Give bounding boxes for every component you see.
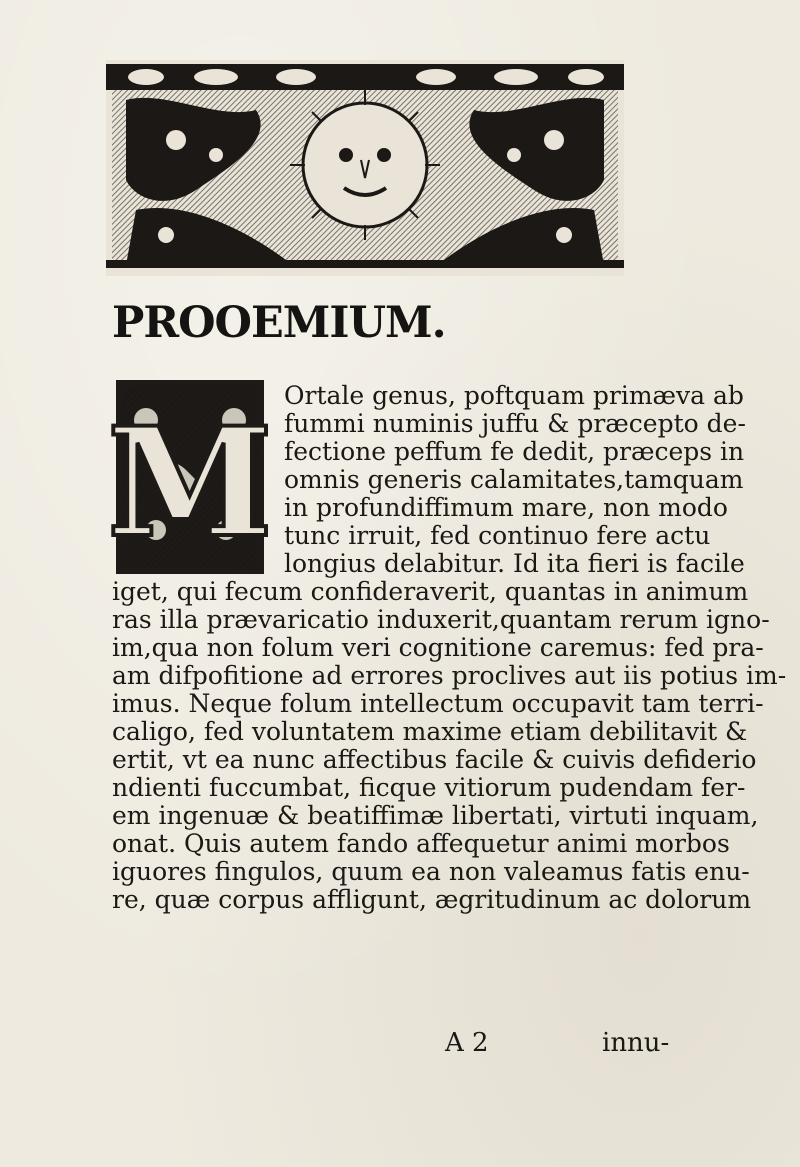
decorated-initial	[106, 380, 274, 574]
text-line: fummi numinis juffu & præcepto de-	[284, 409, 746, 438]
text-line: iget, qui fecum confideraverit, quantas in animum	[112, 577, 749, 606]
text-line: Ortale genus, poftquam primæva ab	[284, 381, 744, 410]
text-line: ndienti fuccumbat, ficque vitiorum pudendam fer-	[112, 773, 746, 802]
catchword: innu-	[602, 1028, 670, 1058]
text-line: im,qua non folum veri cognitione caremus: fed pra-	[112, 633, 764, 662]
text-line: re, quæ corpus affligunt, ægritudinum ac dolorum	[112, 885, 752, 914]
headpiece-ornament	[106, 60, 624, 276]
text-line: longius delabitur. Id ita fieri is facile	[284, 549, 745, 578]
initial-letter: M	[106, 395, 274, 571]
signature-mark: A 2	[445, 1028, 489, 1058]
text-line: iguores fingulos, quum ea non valeamus fatis enu-	[112, 857, 750, 886]
text-line: ertit, vt ea nunc affectibus facile & cuivis defiderio	[112, 745, 757, 774]
text-line: am difpofitione ad errores proclives aut iis potius im-	[112, 661, 787, 690]
text-line: fectione peffum fe dedit, præceps in	[284, 437, 745, 466]
page-title: PROOEMIUM.	[112, 298, 446, 348]
text-line: caligo, fed voluntatem maxime etiam debilitavit &	[112, 717, 748, 746]
text-line: omnis generis calamitates,tamquam	[284, 465, 744, 494]
text-line: ras illa prævaricatio induxerit,quantam rerum igno-	[112, 605, 770, 634]
text-line: imus. Neque folum intellectum occupavit tam terri-	[112, 689, 764, 718]
text-line: tunc irruit, fed continuo fere actu	[284, 521, 711, 550]
text-line: in profundiffimum mare, non modo	[284, 493, 728, 522]
text-line: em ingenuæ & beatiffimæ libertati, virtuti inquam,	[112, 801, 759, 830]
text-line: onat. Quis autem fando affequetur animi morbos	[112, 829, 730, 858]
